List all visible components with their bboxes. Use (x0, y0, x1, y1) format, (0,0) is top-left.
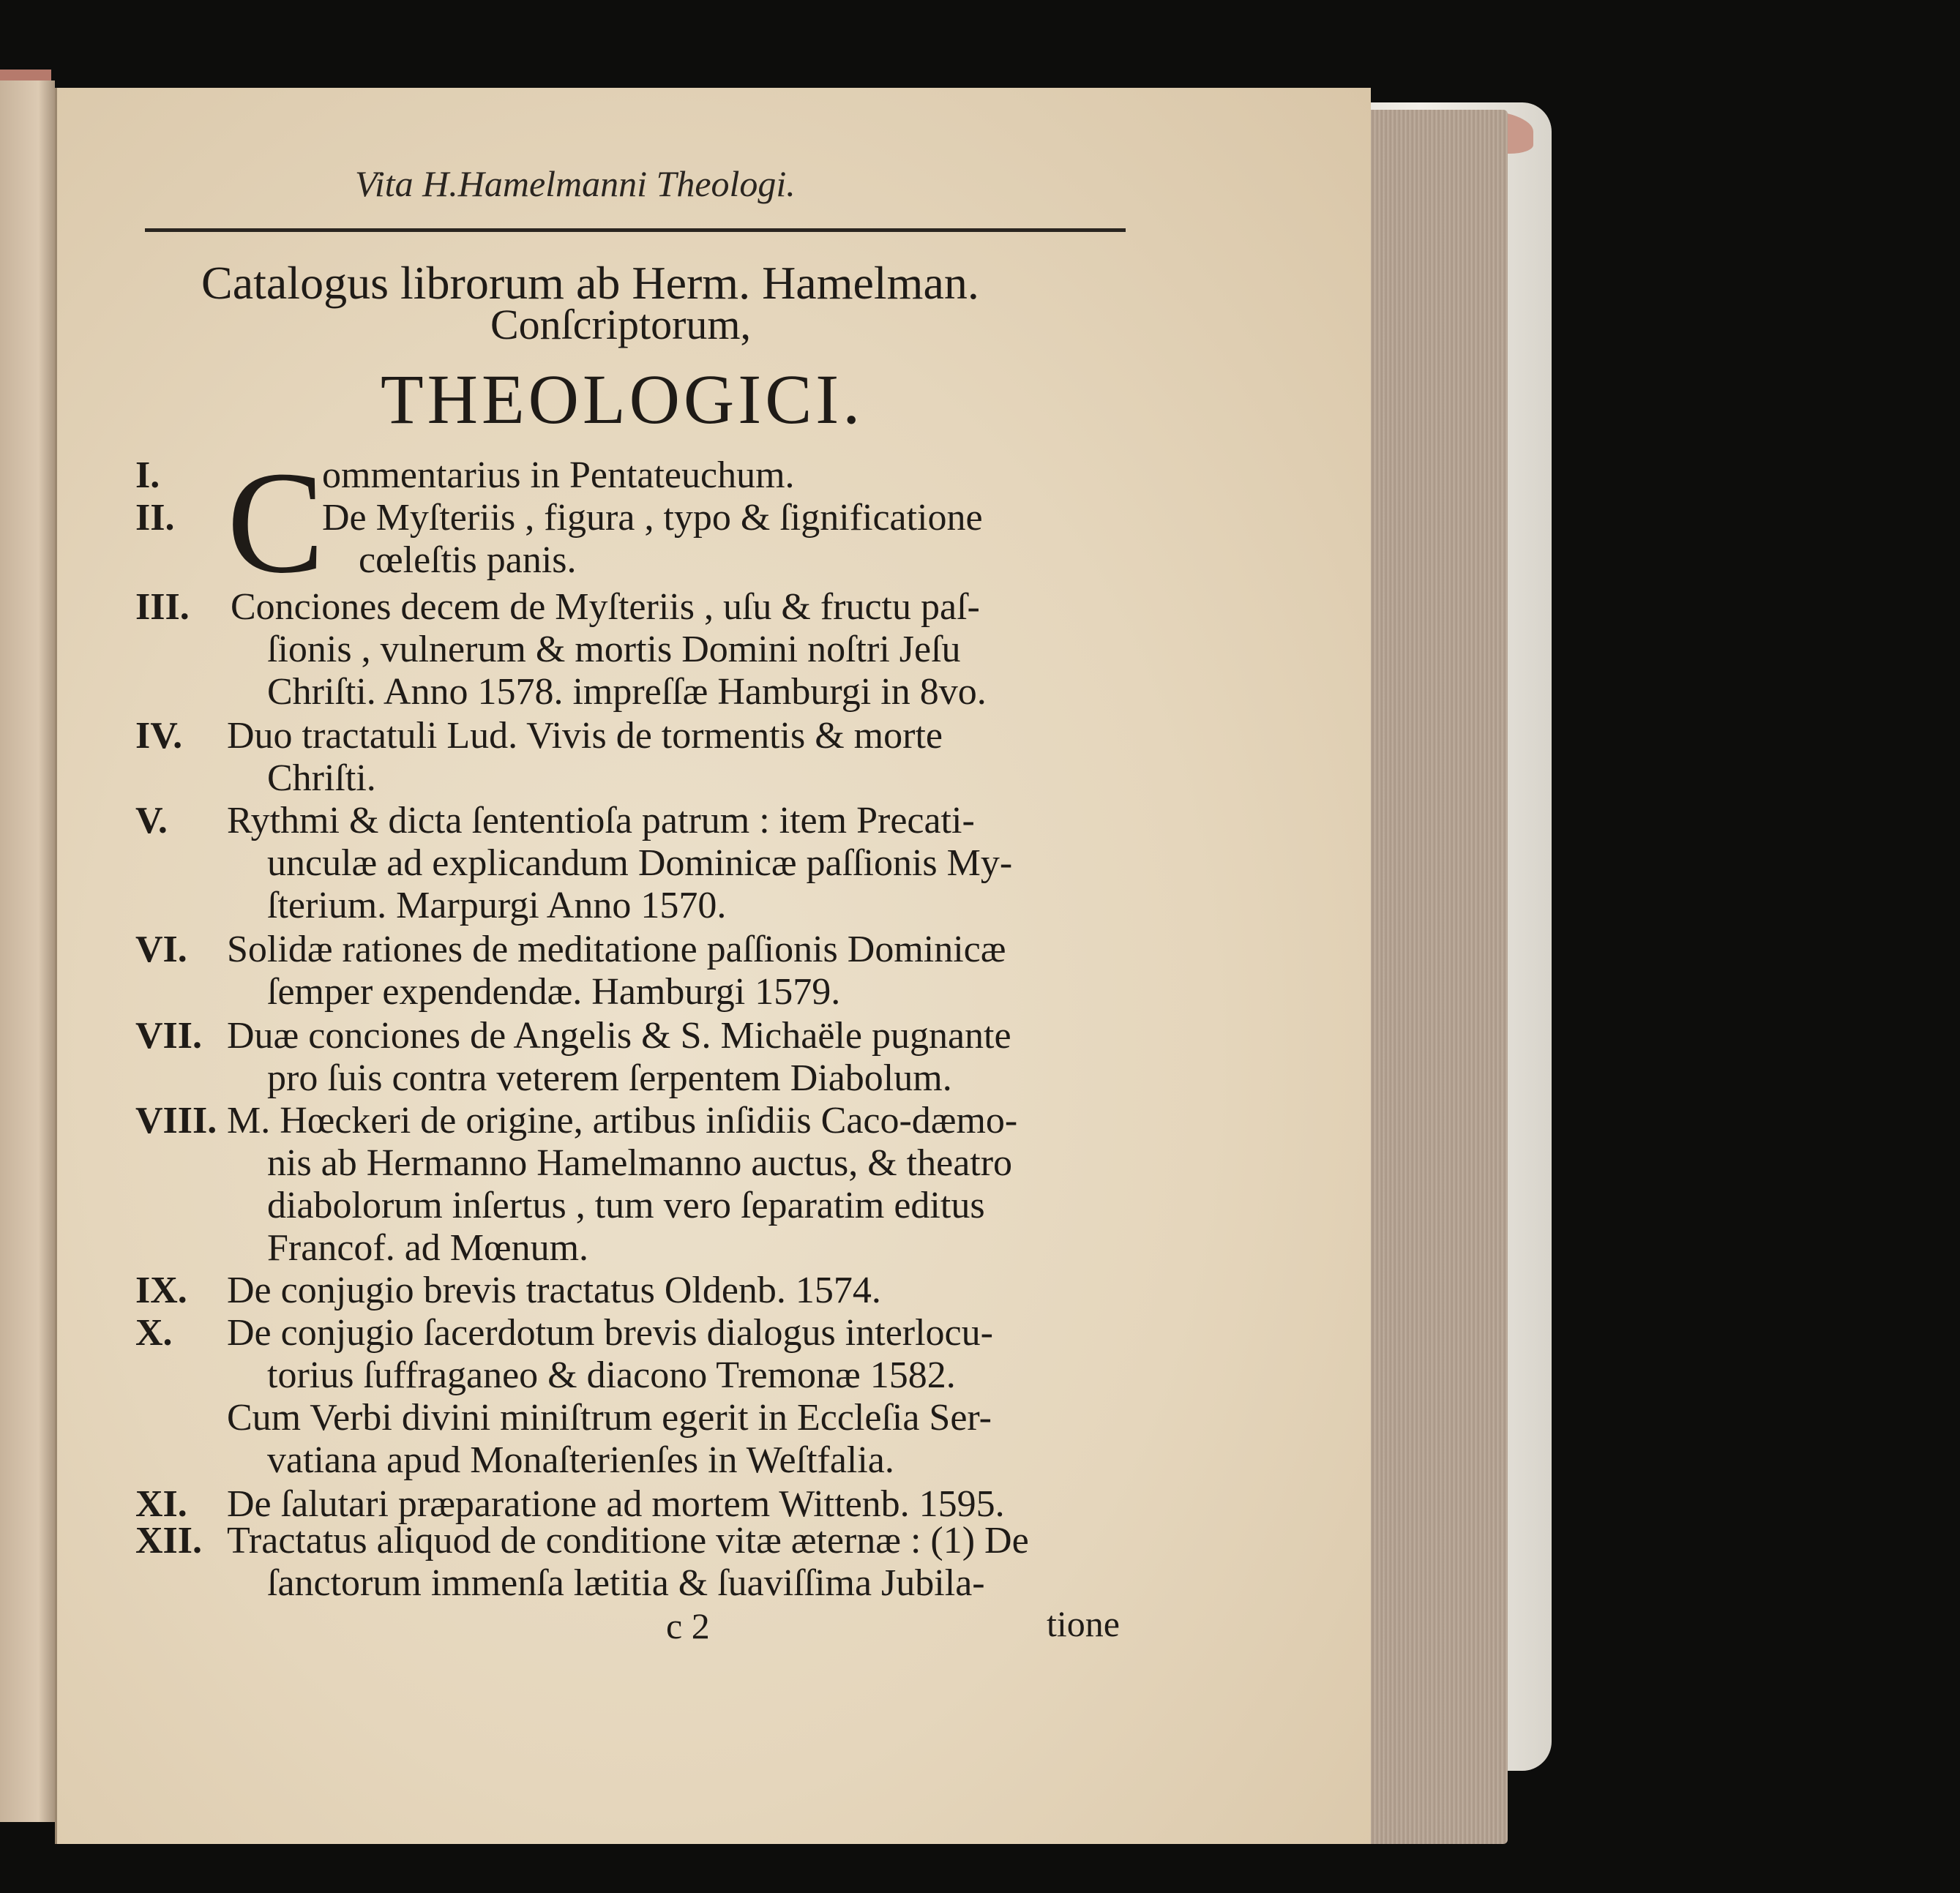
entry-line: pro ſuis contra veterem ſerpentem Diabolum. (267, 1057, 952, 1099)
entry-number: VI. (135, 929, 187, 970)
header-rule (145, 228, 1126, 232)
entry-number: V. (135, 800, 168, 841)
entry-line: Cum Verbi divini miniſtrum egerit in Eccleſia Ser- (227, 1397, 992, 1439)
entry-line: unculæ ad explicandum Dominicæ paſſionis My- (267, 842, 1013, 884)
entry-line: Rythmi & dicta ſententioſa patrum : item Precati- (227, 800, 975, 841)
entry-line: Duo tractatuli Lud. Vivis de tormentis & morte (227, 715, 943, 757)
entry-line: Francof. ad Mœnum. (267, 1227, 589, 1269)
entry-number: XII. (135, 1520, 203, 1562)
drop-cap: C (227, 442, 325, 604)
entry-line: De conjugio brevis tractatus Oldenb. 1574. (227, 1270, 881, 1311)
entry-line: ſanctorum immenſa lætitia & ſuaviſſima Jubila- (267, 1562, 985, 1604)
entry-number: IX. (135, 1270, 187, 1311)
entry-number: IV. (135, 715, 183, 757)
entry-number: X. (135, 1312, 173, 1354)
entry-line: Tractatus aliquod de conditione vitæ æternæ : (1) De (227, 1520, 1029, 1562)
entry-number: III. (135, 586, 190, 628)
entry-line: De Myſteriis , figura , typo & ſignificatione (322, 497, 983, 539)
page-edges (1358, 110, 1508, 1844)
entry-line: Duæ conciones de Angelis & S. Michaële pugnante (227, 1015, 1011, 1057)
running-header: Vita H.Hamelmanni Theologi. (355, 163, 796, 204)
entry-line: ſterium. Marpurgi Anno 1570. (267, 885, 727, 926)
entry-number: I. (135, 454, 160, 496)
catalog-subtitle: Conſcriptorum, (490, 301, 752, 348)
section-heading: THEOLOGICI. (381, 360, 864, 438)
entry-line: ommentarius in Pentateuchum. (322, 454, 795, 496)
entry-number: II. (135, 497, 175, 539)
entry-line: M. Hœckeri de origine, artibus inſidiis Caco-dæmo- (227, 1100, 1018, 1142)
entry-number: XI. (135, 1483, 187, 1525)
entry-line: cœleſtis panis. (359, 539, 577, 581)
entry-line: ſionis , vulnerum & mortis Domini noſtri Jeſu (267, 629, 961, 670)
entry-line: diabolorum inſertus , tum vero ſeparatim editus (267, 1185, 985, 1226)
entry-line: Conciones decem de Myſteriis , uſu & fructu paſ- (231, 586, 980, 628)
entry-line: De ſalutari præparatione ad mortem Wittenb. 1595. (227, 1483, 1005, 1525)
entry-line: Chriſti. (267, 757, 376, 799)
entry-line: Solidæ rationes de meditatione paſſionis Dominicæ (227, 929, 1006, 970)
entry-line: nis ab Hermanno Hamelmanno auctus, & theatro (267, 1142, 1013, 1184)
entry-number: VII. (135, 1015, 203, 1057)
signature-mark: c 2 (666, 1605, 710, 1646)
catchword: tione (1047, 1603, 1120, 1644)
left-page-gutter (0, 80, 55, 1822)
entry-line: vatiana apud Monaſterienſes in Weſtfalia. (267, 1439, 894, 1481)
entry-line: ſemper expendendæ. Hamburgi 1579. (267, 971, 841, 1013)
entry-number: VIII. (135, 1100, 217, 1142)
catalog-title: Catalogus librorum ab Herm. Hamelman. (201, 257, 979, 309)
entry-line: torius ſuffraganeo & diacono Tremonæ 1582. (267, 1354, 956, 1396)
entry-line: Chriſti. Anno 1578. impreſſæ Hamburgi in 8vo. (267, 671, 987, 713)
entry-line: De conjugio ſacerdotum brevis dialogus interlocu- (227, 1312, 993, 1354)
